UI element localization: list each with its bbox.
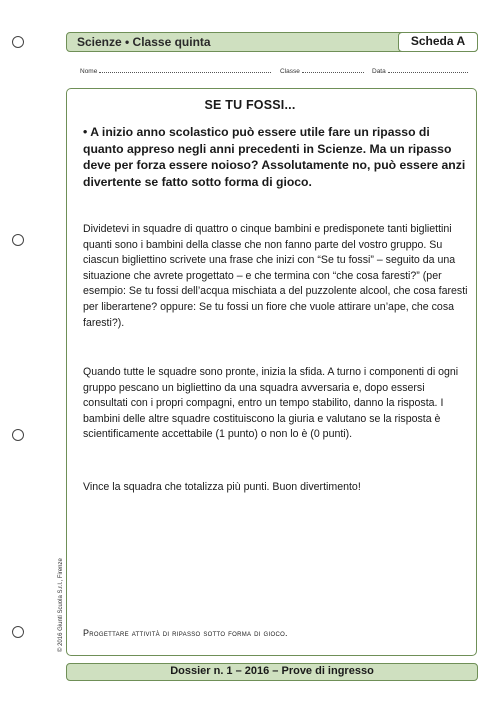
- class-field: [280, 66, 364, 75]
- binder-hole-2: [12, 234, 24, 246]
- intro-paragraph: • A inizio anno scolastico può essere utile fare un ripasso di quanto appreso negli anni precedenti in Scienze. Ma un ripasso deve per forza essere noioso? Assolutamente no, può essere anzi divertente se fatto sotto forma di gioco.: [83, 125, 466, 189]
- worksheet-title: SE TU FOSSI...: [204, 98, 296, 112]
- instructions-paragraph-3: Vince la squadra che totalizza più punti. Buon divertimento!: [83, 481, 361, 493]
- header-bar: [66, 32, 478, 52]
- binder-hole-4: [12, 626, 24, 638]
- instructions-paragraph-2: Quando tutte le squadre sono pronte, inizia la sfida. A turno i componenti di ogni gruppo pescano un bigliettino da una squadra avversaria e, dopo essersi consultati con i propri compagni, entro un tempo stabilito, danno la risposta. I bambini delle altre squadre costituiscono la giuria e valutano se la risposta è scientificamente accettabile (1 punto) o non lo è (0 punti).: [83, 366, 459, 441]
- copyright-notice: © 2016 Giunti Scuola S.r.l., Firenze: [58, 558, 64, 652]
- date-label: Data: [372, 68, 386, 75]
- instructions-paragraph-1: Dividetevi in squadre di quattro o cinque bambini e predisponete tanti bigliettini quanti sono i bambini della classe che non fanno parte del vostro gruppo. Su ciascun bigliettino scrivete una frase che inizi con “Se tu fossi” – seguito da una situazione che avrete progettato – e che termina con “che cosa faresti?” (per esempio: Se tu fossi dell’acqua mischiata a del puzzolente alcool, che cosa faresti per liberartene? oppure: Se tu fossi un fiore che vuole attirare un’ape, che cosa faresti?).: [83, 223, 468, 329]
- binder-hole-3: [12, 429, 24, 441]
- subject-title: Scienze • Classe quinta: [77, 35, 211, 49]
- class-label: Classe: [280, 68, 300, 75]
- worksheet-tab: Scheda A: [398, 32, 478, 52]
- footer-bar: Dossier n. 1 – 2016 – Prove di ingresso: [66, 663, 478, 681]
- learning-objective: Progettare attività di ripasso sotto forma di gioco.: [83, 628, 288, 638]
- name-label: Nome: [80, 68, 98, 75]
- date-field: [372, 66, 468, 75]
- name-field: [80, 66, 271, 75]
- binder-hole-1: [12, 36, 24, 48]
